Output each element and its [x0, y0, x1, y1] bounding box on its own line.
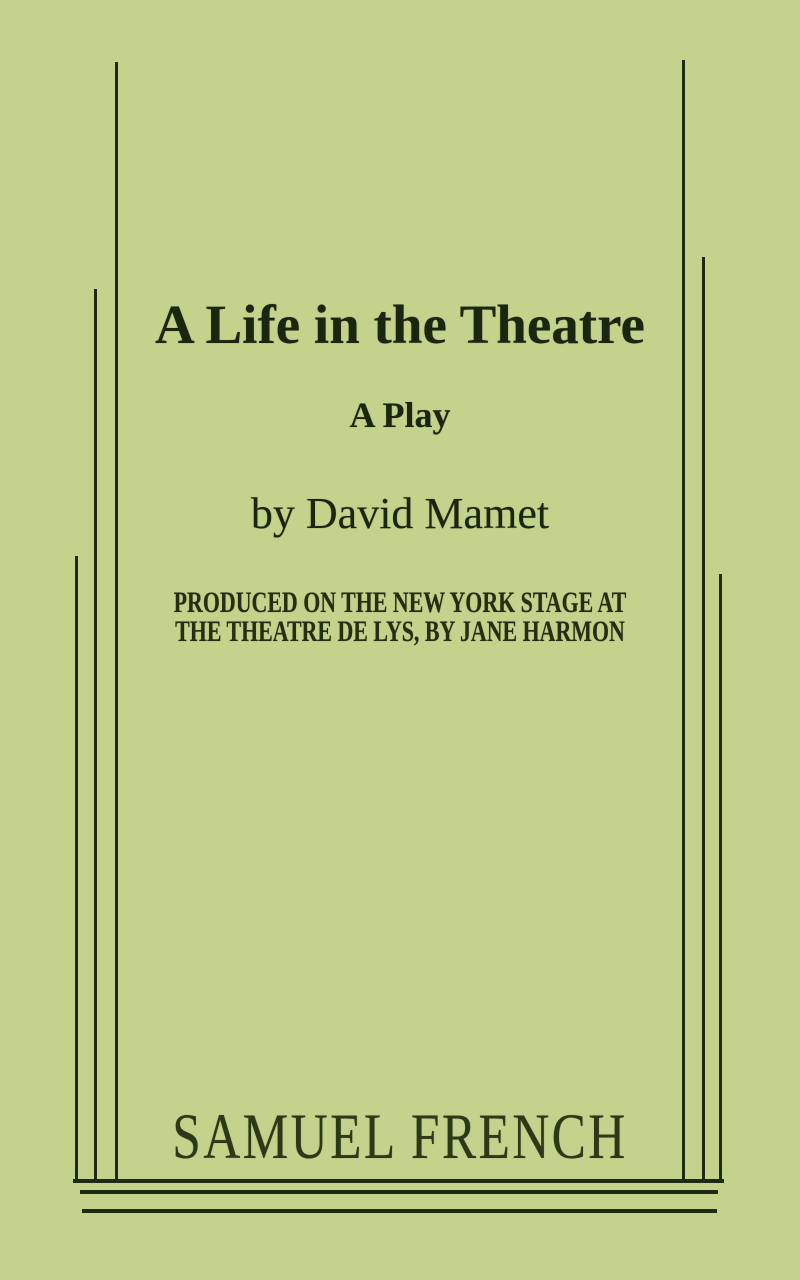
frame-rule-bottom-second [80, 1190, 718, 1194]
frame-rule-left-outer [75, 556, 78, 1183]
book-subtitle: A Play [349, 395, 451, 435]
frame-rule-right-middle [702, 257, 705, 1183]
frame-rule-bottom-third [82, 1209, 717, 1213]
frame-rule-bottom-first [73, 1179, 724, 1183]
production-credits [108, 588, 692, 646]
frame-rule-right-outer [719, 574, 722, 1183]
book-title: A Life in the Theatre [155, 294, 645, 355]
production-credit-line-1: PRODUCED ON THE NEW YORK STAGE AT [173, 586, 627, 619]
production-credit-line-2: THE THEATRE DE LYS, BY JANE HARMON [175, 615, 625, 648]
author-byline: by David Mamet [250, 489, 550, 538]
publisher-name: SAMUEL FRENCH [172, 1101, 628, 1173]
